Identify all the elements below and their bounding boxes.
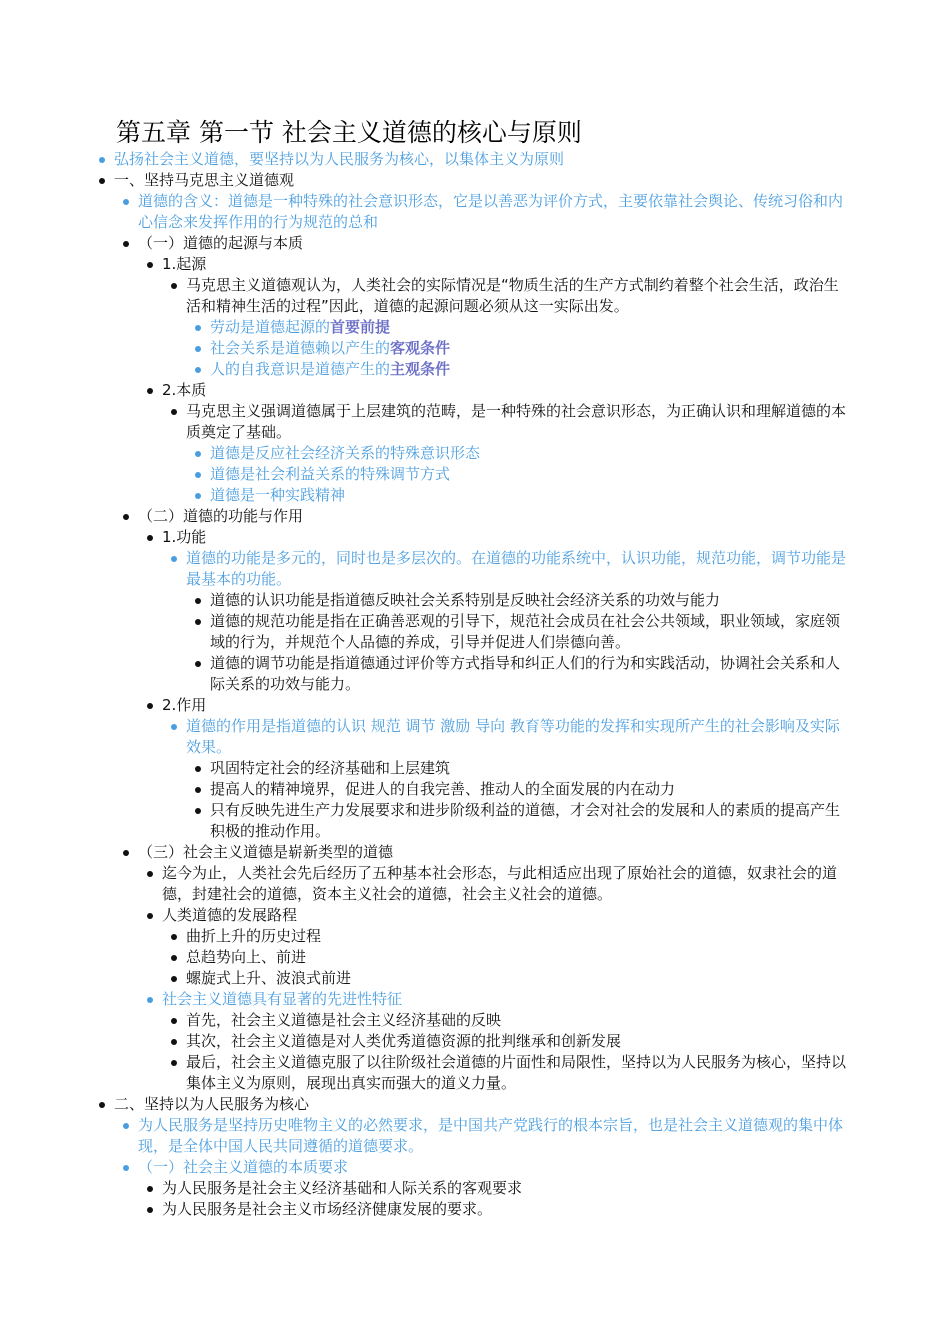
bullet-icon <box>171 1018 177 1024</box>
list-item <box>90 149 850 170</box>
subsection-heading: （一）社会主义道德的本质要求 <box>138 1158 349 1176</box>
bullet-icon <box>147 388 153 394</box>
subsection <box>114 233 850 506</box>
bullet-icon <box>195 598 201 604</box>
bullet-icon <box>147 997 153 1003</box>
bullet-icon <box>147 535 153 541</box>
list-item <box>186 317 850 338</box>
point-text: 劳动是道德起源的 <box>210 318 331 336</box>
list-item <box>186 338 850 359</box>
point-text: 道德是反应社会经济关系的特殊意识形态 <box>210 444 481 462</box>
definition-text: 道德的含义：道德是一种特殊的社会意识形态，它是以善恶为评价方式，主要依靠社会舆论、传统习俗和内心信念来发挥作用的行为规范的总和 <box>138 192 844 231</box>
list-item <box>162 926 850 947</box>
point-text: 为人民服务是社会主义市场经济健康发展的要求。 <box>162 1200 493 1218</box>
section-heading: 一、坚持马克思主义道德观 <box>114 171 295 189</box>
point-text: 道德的调节功能是指道德通过评价等方式指导和纠正人们的行为和实践活动，协调社会关系和人际关系的功效与能力。 <box>210 654 841 693</box>
point-text: 最后，社会主义道德克服了以往阶级社会道德的片面性和局限性，坚持以为人民服务为核心，坚持以集体主义为原则，展现出真实而强大的道义力量。 <box>186 1053 847 1092</box>
list-item <box>138 527 850 695</box>
section-2 <box>90 1094 850 1220</box>
bullet-icon <box>123 1123 129 1129</box>
bullet-icon <box>171 724 177 730</box>
bullet-icon <box>195 619 201 625</box>
list-item <box>186 653 850 695</box>
point-text: 螺旋式上升、波浪式前进 <box>186 969 352 987</box>
list-item <box>138 989 850 1094</box>
bullet-icon <box>123 199 129 205</box>
bullet-icon <box>147 871 153 877</box>
bullet-icon <box>195 367 201 373</box>
bullet-icon <box>171 955 177 961</box>
bullet-icon <box>147 703 153 709</box>
point-text: 提高人的精神境界，促进人的自我完善、推动人的全面发展的内在动力 <box>210 780 676 798</box>
list-item <box>114 191 850 233</box>
list-item <box>138 1178 850 1199</box>
list-item <box>186 590 850 611</box>
outline-list <box>90 149 850 1220</box>
topic-heading: 1.起源 <box>162 255 207 273</box>
list-item <box>186 611 850 653</box>
bullet-icon <box>123 850 129 856</box>
point-text: 总趋势向上、前进 <box>186 948 307 966</box>
bullet-icon <box>147 1186 153 1192</box>
bullet-icon <box>171 976 177 982</box>
list-item <box>138 1199 850 1220</box>
outline-intro: 弘扬社会主义道德，要坚持以为人民服务为核心，以集体主义为原则 <box>114 150 565 168</box>
subsection <box>114 1157 850 1220</box>
bullet-icon <box>195 766 201 772</box>
list-item <box>186 464 850 485</box>
subsection <box>114 842 850 1094</box>
list-item <box>138 905 850 989</box>
point-text: 只有反映先进生产力发展要求和进步阶级利益的道德，才会对社会的发展和人的素质的提高产生积极的推动作用。 <box>210 801 841 840</box>
point-text: 道德是一种实践精神 <box>210 486 346 504</box>
list-item <box>162 968 850 989</box>
paragraph-text: 迄今为止，人类社会先后经历了五种基本社会形态，与此相适应出现了原始社会的道德，奴隶社会的道德，封建社会的道德，资本主义社会的道德，社会主义社会的道德。 <box>162 864 838 903</box>
bullet-icon <box>171 1039 177 1045</box>
bullet-icon <box>195 661 201 667</box>
point-text: 其次，社会主义道德是对人类优秀道德资源的批判继承和创新发展 <box>186 1032 622 1050</box>
paragraph-text: 为人民服务是坚持历史唯物主义的必然要求，是中国共产党践行的根本宗旨，也是社会主义道德观的集中体现，是全体中国人民共同遵循的道德要求。 <box>138 1116 844 1155</box>
bullet-icon <box>147 913 153 919</box>
bullet-icon <box>195 808 201 814</box>
paragraph-text: 马克思主义强调道德属于上层建筑的范畴，是一种特殊的社会意识形态，为正确认识和理解道德的本质奠定了基础。 <box>186 402 847 441</box>
subsection-heading: （三）社会主义道德是崭新类型的道德 <box>138 843 394 861</box>
point-text: 首先，社会主义道德是社会主义经济基础的反映 <box>186 1011 502 1029</box>
point-text: 道德是社会利益关系的特殊调节方式 <box>210 465 451 483</box>
bullet-icon <box>123 1165 129 1171</box>
point-text: 道德的认识功能是指道德反映社会关系特别是反映社会经济关系的功效与能力 <box>210 591 721 609</box>
bullet-icon <box>99 1102 105 1108</box>
list-item <box>138 863 850 905</box>
bullet-icon <box>171 934 177 940</box>
list-item <box>186 443 850 464</box>
topic-heading: 2.本质 <box>162 381 207 399</box>
subsection-heading: （一）道德的起源与本质 <box>138 234 304 252</box>
list-item <box>138 695 850 842</box>
bullet-icon <box>123 514 129 520</box>
topic-heading: 社会主义道德具有显著的先进性特征 <box>162 990 403 1008</box>
page-title: 第五章 第一节 社会主义道德的核心与原则 <box>116 118 582 147</box>
bullet-icon <box>195 472 201 478</box>
subsection <box>114 506 850 842</box>
list-item <box>162 1010 850 1031</box>
paragraph-text: 马克思主义道德观认为，人类社会的实际情况是“物质生活的生产方式制约着整个社会生活，政治生活和精神生活的过程”因此，道德的起源问题必须从这一实际出发。 <box>186 276 839 315</box>
summary-text: 道德的作用是指道德的认识 规范 调节 激励 导向 教育等功能的发挥和实现所产生的社会影响及实际效果。 <box>186 717 840 756</box>
subsection-heading: （二）道德的功能与作用 <box>138 507 304 525</box>
list-item <box>162 716 850 842</box>
list-item <box>186 359 850 380</box>
summary-text: 道德的功能是多元的，同时也是多层次的。在道德的功能系统中，认识功能，规范功能，调节功能是最基本的功能。 <box>186 549 847 588</box>
bullet-icon <box>147 262 153 268</box>
bullet-icon <box>195 493 201 499</box>
list-item <box>162 548 850 695</box>
bullet-icon <box>147 1207 153 1213</box>
bullet-icon <box>99 157 105 163</box>
point-text: 人的自我意识是道德产生的 <box>210 360 391 378</box>
bullet-icon <box>99 178 105 184</box>
section-heading: 二、坚持以为人民服务为核心 <box>114 1095 310 1113</box>
bullet-icon <box>195 451 201 457</box>
bullet-icon <box>195 325 201 331</box>
topic-heading: 1.功能 <box>162 528 207 546</box>
list-item <box>162 1052 850 1094</box>
list-item <box>138 380 850 506</box>
bullet-icon <box>195 787 201 793</box>
bullet-icon <box>195 346 201 352</box>
point-text: 为人民服务是社会主义经济基础和人际关系的客观要求 <box>162 1179 523 1197</box>
topic-heading: 人类道德的发展路程 <box>162 906 298 924</box>
section-1 <box>90 170 850 1094</box>
list-item <box>162 1031 850 1052</box>
highlight-text: 主观条件 <box>390 360 451 378</box>
bullet-icon <box>171 409 177 415</box>
list-item <box>186 779 850 800</box>
point-text: 道德的规范功能是指在正确善恶观的引导下，规范社会成员在社会公共领域，职业领域，家庭领域的行为，并规范个人品德的养成，引导并促进人们崇德向善。 <box>210 612 841 651</box>
list-item <box>186 800 850 842</box>
list-item <box>186 485 850 506</box>
point-text: 巩固特定社会的经济基础和上层建筑 <box>210 759 451 777</box>
bullet-icon <box>171 283 177 289</box>
list-item <box>162 401 850 506</box>
list-item <box>186 758 850 779</box>
list-item <box>114 1115 850 1157</box>
list-item <box>162 947 850 968</box>
list-item <box>162 275 850 380</box>
highlight-text: 首要前提 <box>330 318 391 336</box>
bullet-icon <box>171 556 177 562</box>
point-text: 曲折上升的历史过程 <box>186 927 322 945</box>
point-text: 社会关系是道德赖以产生的 <box>210 339 391 357</box>
highlight-text: 客观条件 <box>390 339 451 357</box>
topic-heading: 2.作用 <box>162 696 207 714</box>
bullet-icon <box>123 241 129 247</box>
bullet-icon <box>171 1060 177 1066</box>
list-item <box>138 254 850 380</box>
